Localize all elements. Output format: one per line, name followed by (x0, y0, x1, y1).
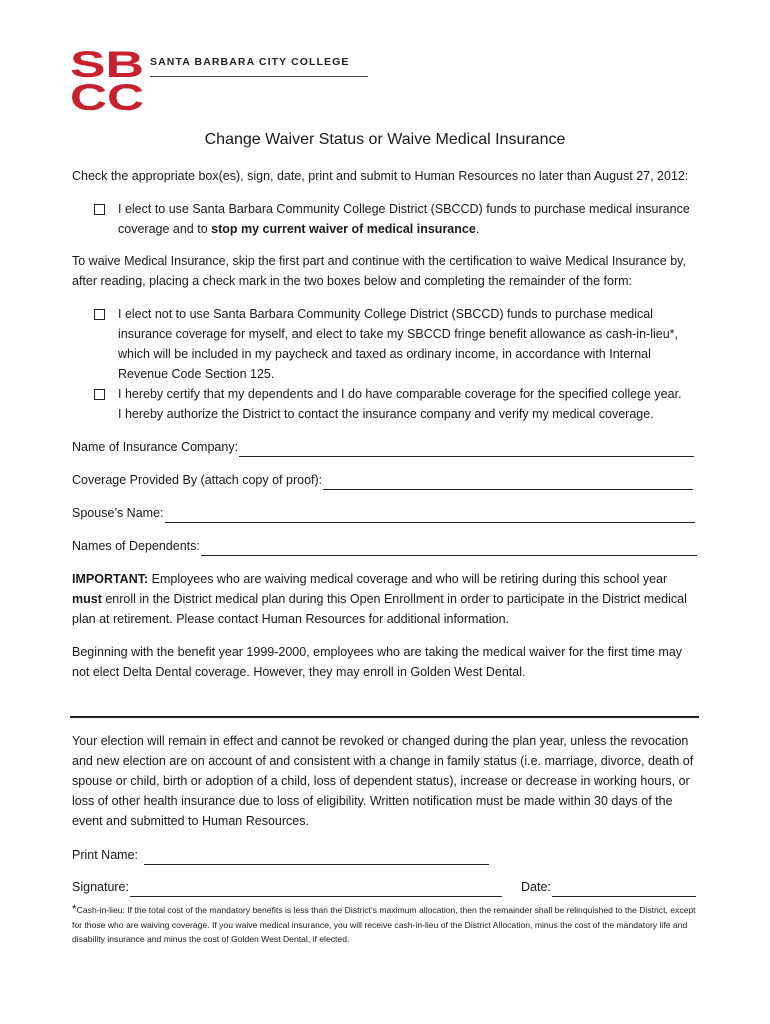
important-note: IMPORTANT: Employees who are waiving medical coverage and who will be retiring during this school year must enroll in the District medical plan during this Open Enrollment in order to participate in the District medical plan at retirement. Please contact Human Resources for additional information. (72, 572, 687, 626)
print-name-label: Print Name: (72, 848, 138, 862)
cash-in-lieu-footnote: *Cash-in-lieu: If the total cost of the mandatory benefits is less than the District’s maximum allocation, then the remainder shall be relinquished to the District, except for those who are waiving coverage. If you waive medical insurance, you will receive cash-in-lieu of the District Allocation, minus the cost of the mandatory life and disability insurance and minus the cost of Golden West Dental, if elected. (72, 902, 696, 944)
coverage-provided-label: Coverage Provided By (attach copy of proof): (72, 473, 323, 487)
dependents-field (72, 536, 697, 556)
dependents-input[interactable] (201, 541, 697, 556)
election-note: Your election will remain in effect and cannot be revoked or changed during the plan year, unless the revocation and new election are on account of and consistent with a change in family status (i.e. marriage, divorce, death of spouse or child, birth or adoption of a child, loss of dependent status), increase or decrease in working hours, or loss of other health insurance due to loss of eligibility. Written notification must be made within 30 days of the event and submitted to Human Resources. (72, 734, 694, 828)
option-cash-in-lieu (94, 304, 704, 384)
option-stop-waiver-label: I elect to use Santa Barbara Community College District (SBCCD) funds to purchase medical insurance coverage and to stop my current waiver of medical insurance. (118, 202, 690, 236)
dental-note: Beginning with the benefit year 1999-2000, employees who are taking the medical waiver for the first time may not elect Delta Dental coverage. However, they may enroll in Golden West Dental. (72, 645, 683, 679)
cash-in-lieu-checkbox[interactable] (94, 309, 105, 320)
page-title: Change Waiver Status or Waive Medical Insurance (204, 131, 566, 148)
intro-text: Check the appropriate box(es), sign, date, print and submit to Human Resources no later than August 27, 2012: (72, 169, 689, 183)
waive-instructions: To waive Medical Insurance, skip the first part and continue with the certification to waive Medical Insurance by, after reading, placing a check mark in the two boxes below and completing the remainder of the form: (72, 254, 686, 288)
option-cash-in-lieu-label: I elect not to use Santa Barbara Community College District (SBCCD) funds to purchase medical insurance coverage for myself, and elect to take my SBCCD fringe benefit allowance as cash-in-lieu*, which will be included in my paycheck and taxed as ordinary income, in accordance with Internal Revenue Code Section 125. (118, 307, 678, 381)
stop-waiver-checkbox[interactable] (94, 204, 105, 215)
date-label: Date: (521, 880, 551, 894)
date-field (521, 877, 696, 897)
svg-text:SB: SB (70, 46, 144, 85)
spouse-name-label: Spouse’s Name: (72, 506, 164, 520)
option-certify-coverage (94, 384, 704, 424)
print-name-field (72, 845, 489, 865)
spouse-name-input[interactable] (165, 508, 695, 523)
insurance-company-input[interactable] (239, 442, 694, 457)
coverage-provided-input[interactable] (323, 475, 693, 490)
dependents-label: Names of Dependents: (72, 539, 200, 553)
signature-input[interactable] (130, 882, 502, 897)
spouse-name-field (72, 503, 695, 523)
insurance-company-field (72, 437, 694, 457)
signature-field (72, 877, 502, 897)
section-divider (70, 716, 699, 718)
svg-text:CC: CC (70, 77, 144, 112)
college-name: SANTA BARBARA CITY COLLEGE (150, 56, 350, 68)
insurance-company-label: Name of Insurance Company: (72, 440, 239, 454)
sbcc-logo (70, 46, 150, 112)
print-name-input[interactable] (144, 850, 489, 865)
option-certify-coverage-label: I hereby certify that my dependents and I do have comparable coverage for the specified college year. I hereby authorize the District to contact the insurance company and verify my medical coverage. (118, 387, 682, 421)
certify-coverage-checkbox[interactable] (94, 389, 105, 400)
signature-label: Signature: (72, 880, 129, 894)
logo-divider (150, 76, 368, 77)
coverage-provided-field (72, 470, 693, 490)
date-input[interactable] (552, 882, 696, 897)
option-stop-waiver (94, 199, 704, 239)
